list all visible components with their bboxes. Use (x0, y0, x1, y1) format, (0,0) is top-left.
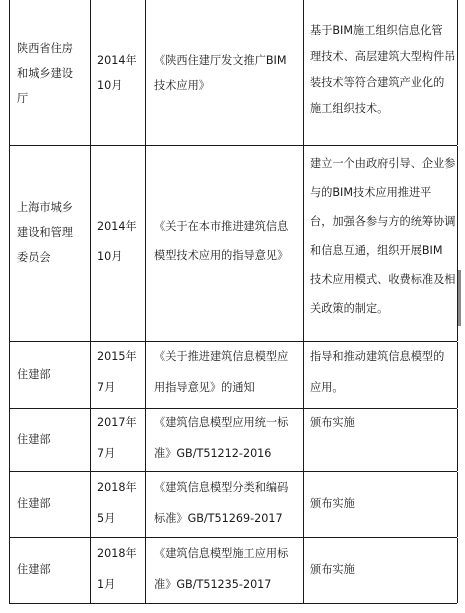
document-cell (145, 146, 303, 341)
content-line: 基于BIM施工组织信息化管 (310, 24, 443, 37)
document-line: 准》GB/T51235-2017 (154, 578, 272, 591)
date-line: 2014年 (97, 220, 137, 233)
document-cell (145, 0, 303, 145)
org-cell (10, 538, 90, 603)
date-line: 1月 (97, 578, 116, 591)
document-line: 标准》GB/T51269-2017 (154, 512, 283, 525)
date-cell (90, 0, 145, 145)
org-line: 陕西省住房 (17, 42, 73, 55)
document-line: 《建筑信息模型分类和编码 (154, 481, 289, 494)
org-line: 和城乡建设 (17, 67, 73, 80)
content-line: 颁布实施 (310, 563, 355, 576)
content-line: 颁布实施 (310, 416, 355, 429)
content-line: 和信息互通，组织开展BIM (310, 244, 443, 257)
date-line: 2018年 (97, 547, 137, 560)
date-line: 2014年 (97, 54, 137, 67)
document-line: 用指导意见》的通知 (154, 381, 255, 394)
org-cell (10, 409, 90, 471)
date-line: 2017年 (97, 416, 137, 429)
date-line: 7月 (97, 447, 116, 460)
content-cell (303, 409, 456, 471)
org-line: 住建部 (17, 433, 51, 446)
date-line: 10月 (97, 250, 123, 263)
date-line: 2015年 (97, 350, 137, 363)
content-line: 指导和推动建筑信息模型的 (310, 350, 445, 363)
org-line: 住建部 (17, 563, 51, 576)
content-cell (303, 472, 456, 537)
document-line: 《建筑信息模型施工应用标 (154, 547, 289, 560)
document-line: 《建筑信息模型应用统一标 (154, 416, 289, 429)
date-line: 7月 (97, 381, 116, 394)
date-cell (90, 472, 145, 537)
date-cell (90, 146, 145, 341)
content-line: 与的BIM技术应用推进平 (310, 186, 432, 199)
document-line: 技术应用》 (154, 79, 210, 92)
table-row (9, 0, 458, 145)
document-cell (145, 409, 303, 471)
table-row (9, 342, 458, 408)
content-line: 装技术等符合建筑产业化的 (310, 76, 445, 89)
table-row (9, 538, 458, 603)
content-line: 建立一个由政府引导、企业参 (310, 157, 456, 170)
table-row (9, 472, 458, 537)
content-line: 关政策的制定。 (310, 302, 389, 315)
row-divider (9, 603, 457, 604)
content-cell (303, 538, 456, 603)
content-line: 理技术、高层建筑大型构件吊 (310, 50, 456, 63)
date-line: 5月 (97, 512, 116, 525)
org-line: 建设和管理 (17, 226, 73, 239)
content-line: 施工组织技术。 (310, 102, 389, 115)
table-row (9, 146, 458, 341)
org-line: 住建部 (17, 368, 51, 381)
org-line: 委员会 (17, 251, 51, 264)
document-line: 《关于推进建筑信息模型应 (154, 350, 289, 363)
content-line: 应用。 (310, 381, 344, 394)
date-cell (90, 409, 145, 471)
org-cell (10, 0, 90, 145)
content-line: 技术应用模式、收费标准及相 (310, 273, 456, 286)
table-row (9, 409, 458, 471)
document-cell (145, 472, 303, 537)
content-cell (303, 146, 456, 341)
org-line: 厅 (17, 92, 29, 105)
document-cell (145, 538, 303, 603)
org-line: 住建部 (17, 497, 51, 510)
document-line: 《陕西住建厅发文推广BIM (154, 54, 287, 67)
document-cell (145, 342, 303, 408)
date-line: 2018年 (97, 481, 137, 494)
org-line: 上海市城乡 (17, 201, 73, 214)
content-cell (303, 342, 456, 408)
org-cell (10, 472, 90, 537)
document-line: 模型技术应用的指导意见》 (154, 249, 289, 262)
org-cell (10, 342, 90, 408)
content-line: 颁布实施 (310, 497, 355, 510)
date-cell (90, 538, 145, 603)
document-line: 《关于在本市推进建筑信息 (154, 220, 289, 233)
org-cell (10, 146, 90, 341)
date-cell (90, 342, 145, 408)
content-cell (303, 0, 456, 145)
content-line: 台，加强各参与方的统筹协调 (310, 215, 456, 228)
date-line: 10月 (97, 79, 123, 92)
document-line: 准》GB/T51212-2016 (154, 447, 272, 460)
scroll-indicator[interactable] (458, 270, 461, 326)
